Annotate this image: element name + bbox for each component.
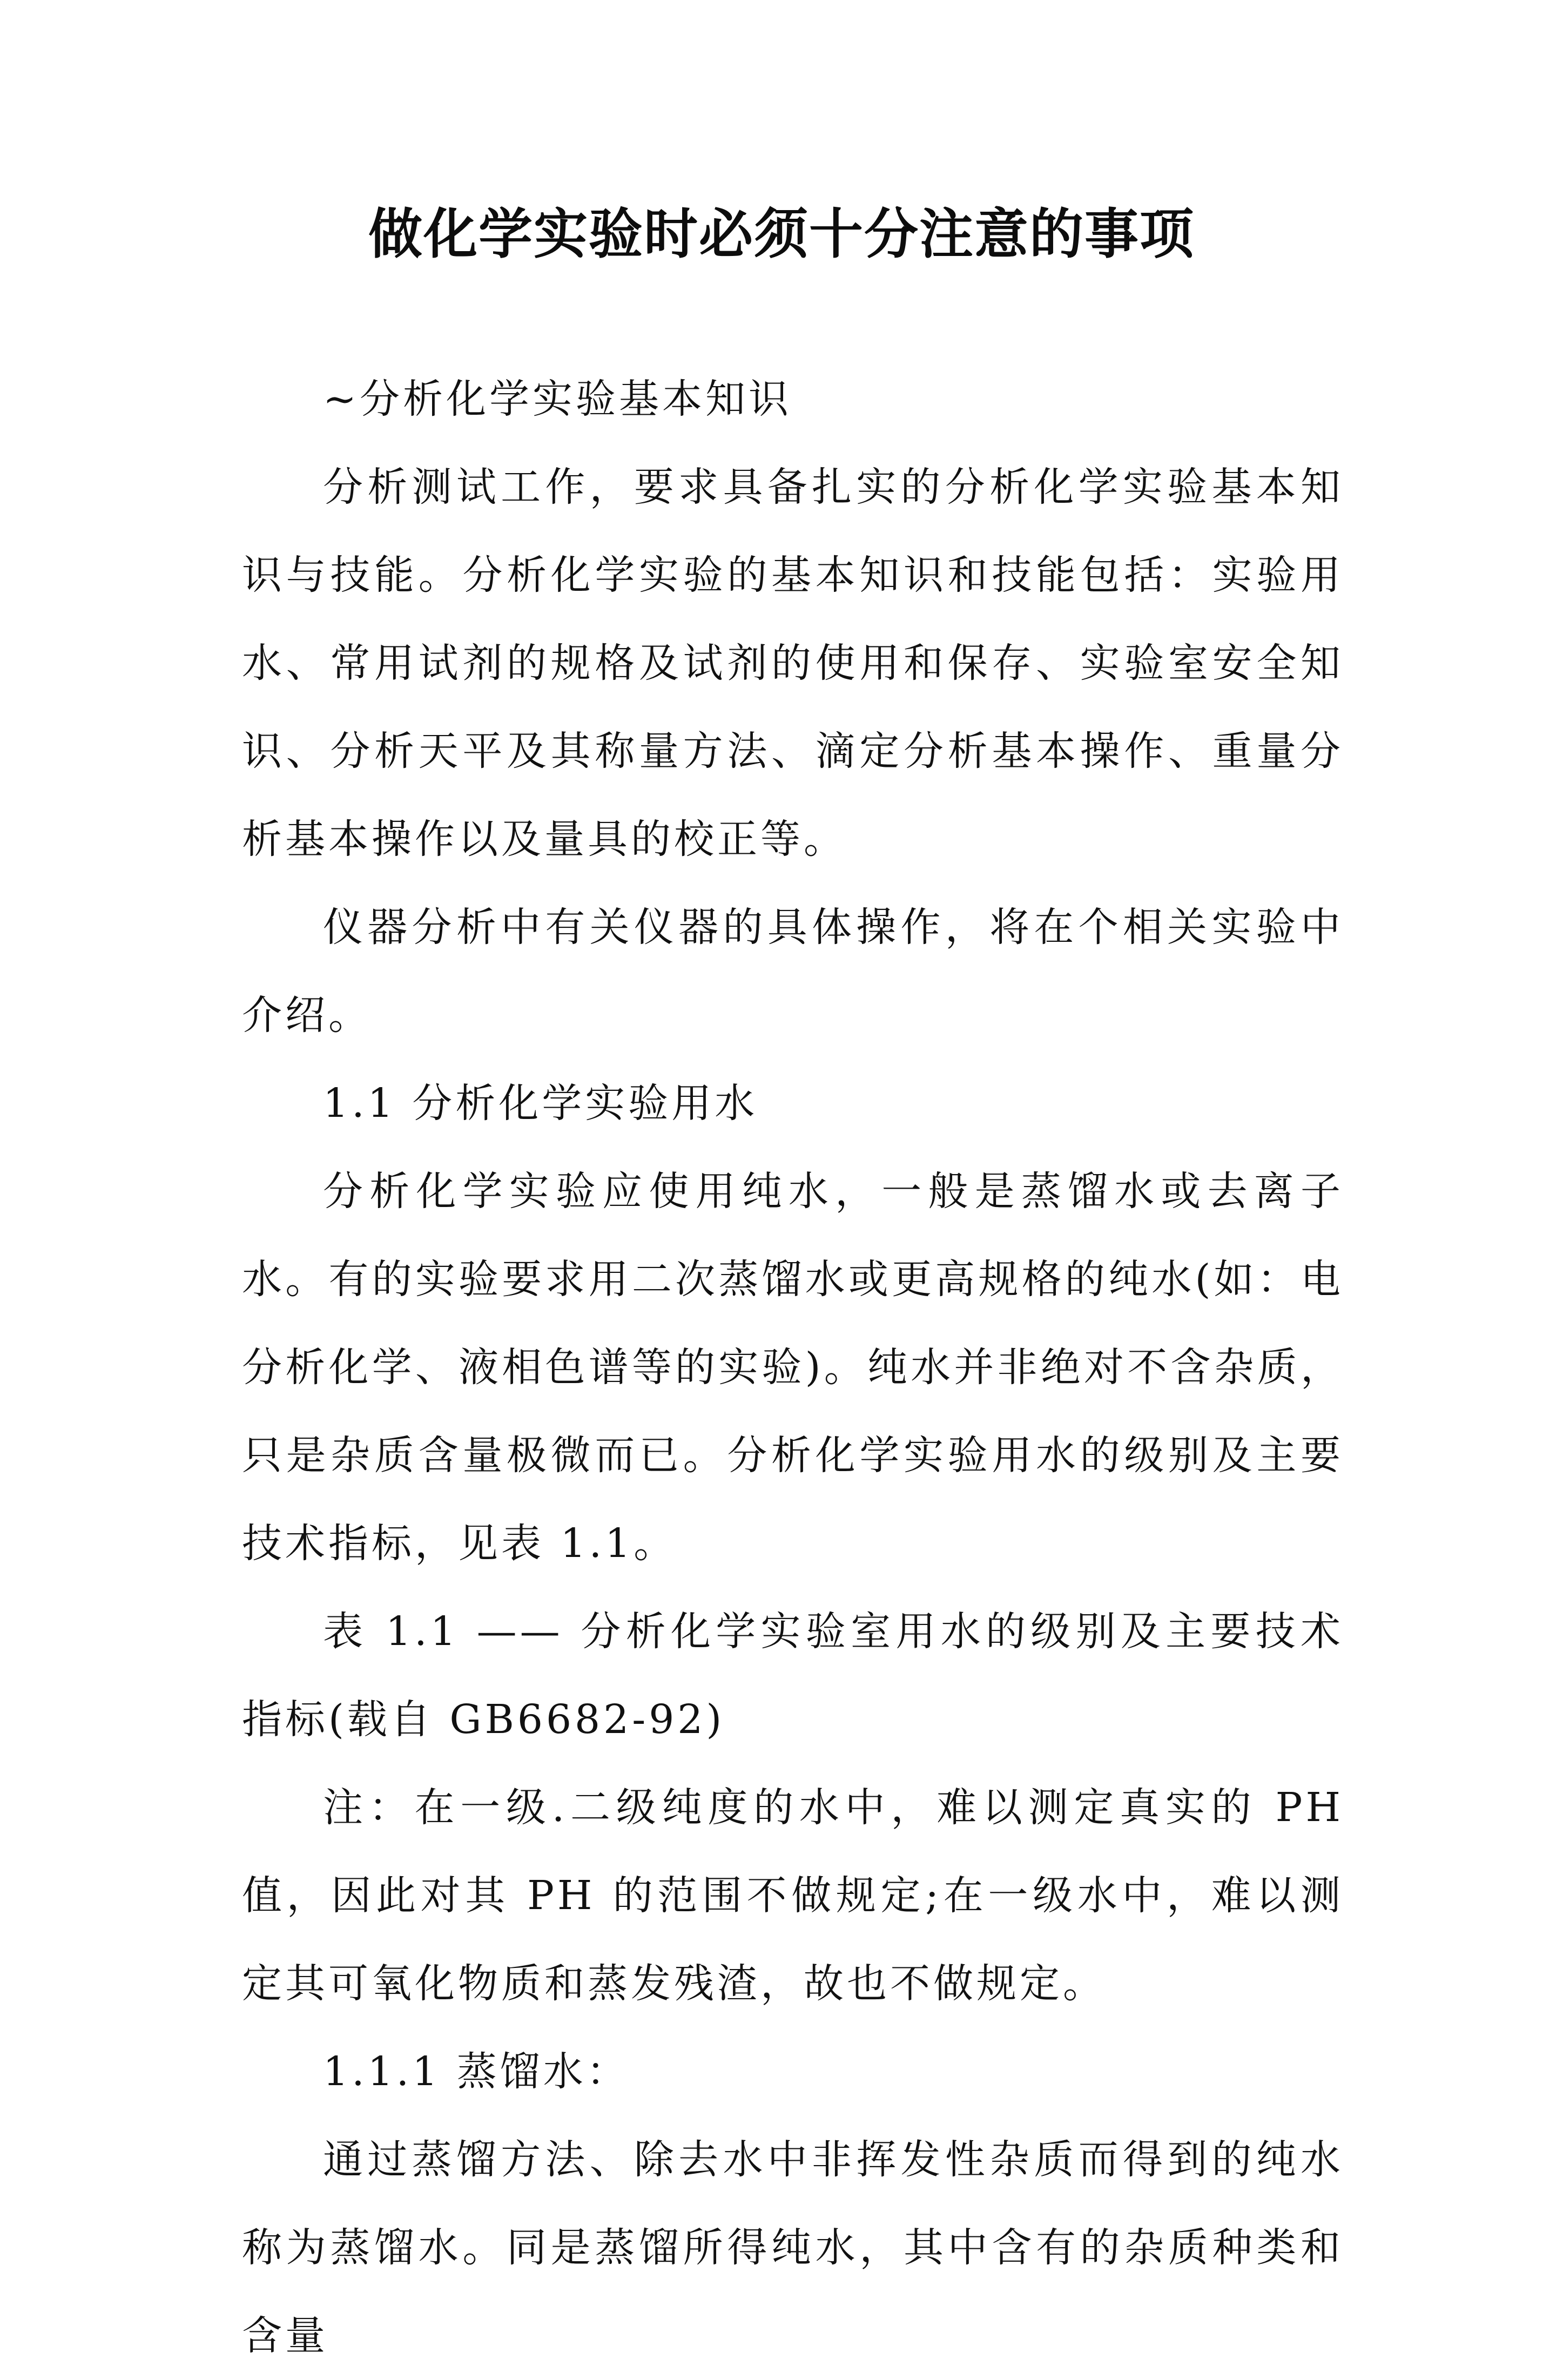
paragraph-intro: 分析测试工作，要求具备扎实的分析化学实验基本知识与技能。分析化学实验的基本知识和技能包括：实验用水、常用试剂的规格及试剂的使用和保存、实验室安全知识、分析天平及其称量方法、滴定分析基本操作、重量分析基本操作以及量具的校正等。: [242, 464, 1344, 862]
paragraph-table-note: 注：在一级.二级纯度的水中，难以测定真实的 PH 值，因此对其 PH 的范围不做规定;在一级水中，难以测定其可氧化物质和蒸发残渣，故也不做规定。: [242, 1784, 1344, 2007]
paragraph-water-description: 分析化学实验应使用纯水，一般是蒸馏水或去离子水。有的实验要求用二次蒸馏水或更高规格的纯水(如：电分析化学、液相色谱等的实验)。纯水并非绝对不含杂质，只是杂质含量极微而已。分析化学实验用水的级别及主要技术指标，见表 1.1。: [242, 1168, 1344, 1567]
paragraph-subheading-distilled: 1.1.1 蒸馏水：: [323, 2048, 630, 2095]
paragraph-subheading-water: 1.1 分析化学实验用水: [323, 1080, 758, 1127]
paragraph-table-caption: 表 1.1 —— 分析化学实验室用水的级别及主要技术指标(载自 GB6682-92): [242, 1608, 1344, 1743]
paragraph-instrument-note: 仪器分析中有关仪器的具体操作，将在个相关实验中介绍。: [242, 904, 1344, 1039]
document-body: [242, 355, 1344, 2380]
document-title: 做化学实验时必须十分注意的事项: [368, 202, 1195, 266]
paragraph-section-heading: ~分析化学实验基本知识: [323, 376, 792, 422]
paragraph-distilled-description: 通过蒸馏方法、除去水中非挥发性杂质而得到的纯水称为蒸馏水。同是蒸馏所得纯水，其中含有的杂质种类和含量: [242, 2136, 1344, 2359]
